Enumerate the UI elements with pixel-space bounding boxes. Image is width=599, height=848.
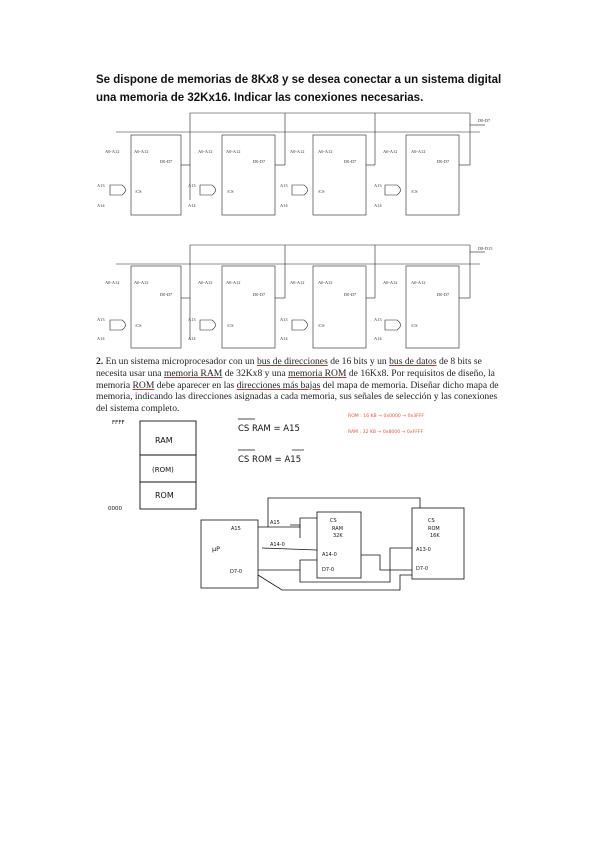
sel-a-label: A13 [188, 317, 196, 322]
cs-label: /CS [227, 189, 234, 194]
addr-top-label: FFFF [112, 420, 125, 426]
cs-label: /CS [318, 323, 325, 328]
sel-a-label: A13 [374, 317, 382, 322]
problem2-underline: ROM [132, 379, 155, 391]
rom-size-label: 16K [430, 533, 440, 539]
addr-bottom-label: 0000 [108, 506, 122, 512]
up-a15-label: A15 [231, 526, 241, 532]
problem2-part: debe aparecer en las [154, 379, 237, 391]
sel-b-label: A14 [374, 336, 382, 341]
sel-a-label: A13 [97, 317, 105, 322]
up-box [201, 520, 258, 588]
cs-label: /CS [227, 323, 234, 328]
sel-a-label: A13 [280, 183, 288, 188]
problem2-part: de 32Kx8 y una [222, 367, 289, 379]
sel-a-label: A13 [374, 183, 382, 188]
rom-cs-label: CS [428, 518, 435, 524]
up-d-label: D7-0 [230, 569, 243, 575]
chip-addr-label: A0-A12 [318, 280, 333, 285]
cs-label: /CS [411, 189, 418, 194]
problem2-underline: bus de datos [389, 356, 437, 367]
cs-ram-equation: CS RAM = A15 [238, 424, 300, 434]
map-ram-label: RAM [155, 436, 173, 445]
chip-addr-label: A0-A12 [134, 280, 149, 285]
sel-a-label: A13 [97, 183, 105, 188]
cs-label: /CS [135, 323, 142, 328]
up-label: µP [212, 545, 221, 553]
ram-size-label: 32K [333, 533, 343, 539]
problem2-part: de 16Kx8. Por requisitos de diseño, la memoria [96, 367, 495, 391]
addr-in-label: A0-A12 [290, 280, 305, 285]
cs-label: /CS [135, 189, 142, 194]
chip-addr-label: A0-A12 [226, 280, 241, 285]
ram-d-label: D7-0 [322, 567, 335, 573]
addr-in-label: A0-A12 [105, 280, 120, 285]
chip-addr-label: A0-A12 [134, 149, 149, 154]
chip-addr-label: A0-A12 [318, 149, 333, 154]
rom-a-label: A13-0 [416, 547, 431, 553]
cs-label: /CS [318, 189, 325, 194]
problem2-part: del mapa de memoria. Diseñar dicho mapa de memoria, indicando las direcciones asignadas a cada memoria, sus señales de selección y las conexiones del sistema completo. [96, 379, 499, 415]
problem1-title: Se dispone de memorias de 8Kx8 y se desea conectar a un sistema digital una memoria de 32Kx16. Indicar las conexiones necesarias. [96, 74, 502, 104]
bus-label-bottom: D8-D15 [478, 246, 493, 251]
wire-a15-label: A15 [270, 520, 280, 526]
problem2-underline: memoria ROM [288, 367, 347, 379]
addr-in-label: A0-A12 [383, 149, 398, 154]
diagram-bottom-labels [97, 246, 493, 341]
problem2-part: de 8 bits se necesita usar una [96, 356, 482, 379]
ram-a-label: A14-0 [322, 552, 337, 558]
ram-cs-label: CS [330, 518, 337, 524]
cs-rom-equation: CS ROM = A15 [238, 455, 302, 465]
rom-d-label: D7-0 [416, 566, 429, 572]
note-ram: RAM : 32 KB → 0x8000 → 0xFFFF [348, 430, 424, 435]
problem2-part: de 16 bits y un [327, 356, 390, 367]
chip-data-label: D0-D7 [160, 292, 173, 297]
sel-b-label: A14 [280, 336, 288, 341]
sel-b-label: A14 [188, 336, 196, 341]
chip-data-label: D0-D7 [160, 159, 173, 164]
system-sketch [201, 498, 464, 590]
problem2-underline: memoria RAM [163, 367, 223, 379]
chip-data-label: D0-D7 [344, 159, 357, 164]
problem2-underline: direcciones más bajas [236, 379, 321, 391]
chip-data-label: D0-D7 [437, 159, 450, 164]
chip-addr-label: A0-A12 [411, 149, 426, 154]
cs-label: /CS [411, 323, 418, 328]
chip-addr-label: A0-A12 [411, 280, 426, 285]
rom-name-label: ROM [428, 526, 440, 532]
chip-data-label: D0-D7 [437, 292, 450, 297]
bus-label-top: D0-D7 [478, 118, 491, 123]
map-rom-label: ROM [155, 491, 174, 500]
wire-a-label: A14-0 [270, 542, 285, 548]
problem2-text [96, 356, 508, 415]
chip-data-label: D0-D7 [253, 159, 266, 164]
chip-addr-label: A0-A12 [226, 149, 241, 154]
sel-b-label: A14 [374, 203, 382, 208]
sel-a-label: A13 [188, 183, 196, 188]
chip-data-label: D0-D7 [253, 292, 266, 297]
addr-in-label: A0-A12 [198, 149, 213, 154]
problem2-underline: bus de direcciones [256, 356, 328, 367]
map-gap-label: (ROM) [152, 466, 174, 474]
sel-b-label: A14 [280, 203, 288, 208]
sel-a-label: A13 [280, 317, 288, 322]
addr-in-label: A0-A12 [383, 280, 398, 285]
diagram-top-labels [97, 118, 491, 208]
addr-in-label: A0-A12 [105, 149, 120, 154]
addr-in-label: A0-A12 [198, 280, 213, 285]
sel-b-label: A14 [188, 203, 196, 208]
note-rom: ROM : 16 KB → 0x0000 → 0x3FFF [348, 414, 425, 419]
diagram-top [110, 113, 485, 215]
problem2-part: En un sistema microprocesador con un [105, 356, 257, 367]
chip-data-label: D0-D7 [344, 292, 357, 297]
ram-name-label: RAM [332, 526, 344, 532]
sel-b-label: A14 [97, 336, 105, 341]
addr-in-label: A0-A12 [290, 149, 305, 154]
problem2-number: 2. [96, 356, 104, 367]
sel-b-label: A14 [97, 203, 105, 208]
